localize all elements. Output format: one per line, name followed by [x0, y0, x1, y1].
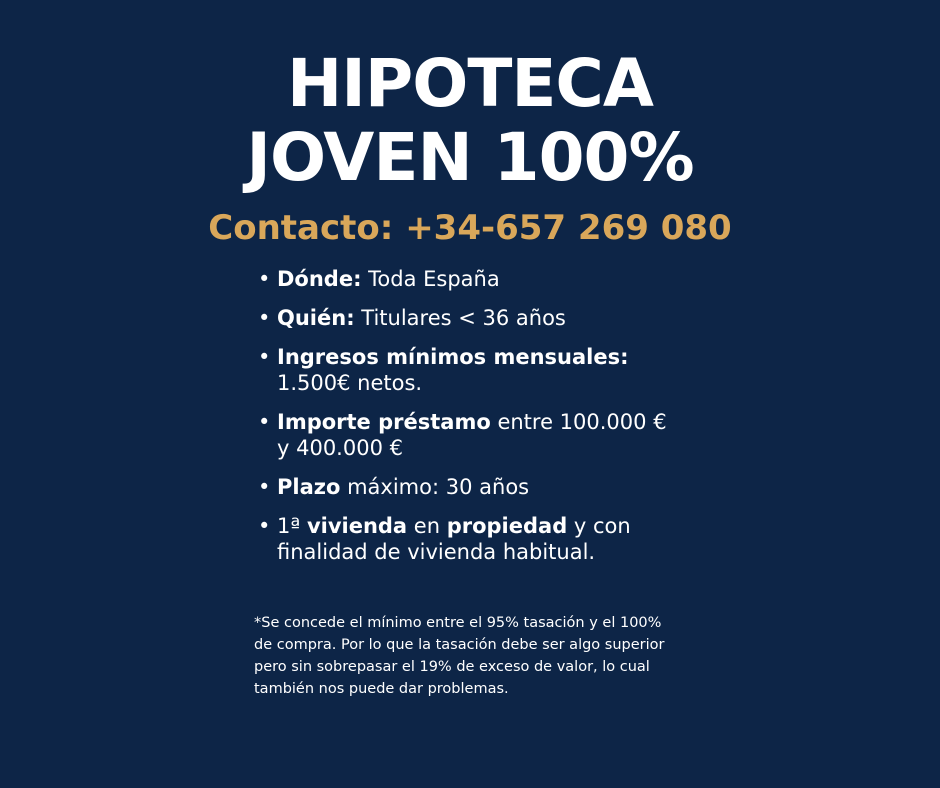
list-item-importe — [256, 409, 716, 461]
bullet-icon: • — [258, 410, 271, 434]
footnote — [254, 612, 724, 700]
title-line-1: HIPOTECA — [287, 45, 653, 122]
item-label: Dónde: — [277, 267, 362, 291]
bullet-icon: • — [258, 514, 271, 538]
bullet-icon: • — [258, 345, 271, 369]
item-value-line2: y 400.000 € — [277, 436, 403, 460]
list-item-quien — [256, 305, 716, 331]
footnote-line-3: pero sin sobrepasar el 19% de exceso de valor, lo cual — [254, 659, 650, 675]
item-label: vivienda — [306, 514, 408, 538]
item-connector: en — [407, 514, 447, 538]
bullet-icon: • — [258, 475, 271, 499]
item-value: y con — [567, 514, 631, 538]
item-label: Importe préstamo — [277, 410, 491, 434]
list-item-ingresos — [256, 344, 716, 396]
item-value: Titulares < 36 años — [354, 306, 566, 330]
item-label-2: propiedad — [446, 514, 568, 538]
requirements-list — [256, 266, 716, 578]
footnote-line-1: *Se concede el mínimo entre el 95% tasación y el 100% — [254, 615, 662, 631]
list-item-plazo — [256, 474, 716, 500]
list-item-donde — [256, 266, 716, 292]
item-label: Quién: — [277, 306, 355, 330]
item-value: entre 100.000 € — [490, 410, 667, 434]
bullet-icon: • — [258, 306, 271, 330]
item-label: Ingresos mínimos mensuales: — [277, 345, 629, 369]
item-value: máximo: 30 años — [340, 475, 530, 499]
bullet-icon: • — [258, 267, 271, 291]
list-item-vivienda — [256, 513, 716, 565]
item-label: Plazo — [277, 475, 341, 499]
title-line-2: JOVEN 100% — [246, 119, 694, 196]
contact-phone: Contacto: +34-657 269 080 — [208, 208, 732, 248]
footnote-line-2: de compra. Por lo que la tasación debe ser algo superior — [254, 637, 665, 653]
item-prefix: 1ª — [277, 514, 307, 538]
item-value: Toda España — [361, 267, 500, 291]
item-value: 1.500€ netos. — [277, 371, 423, 395]
footnote-line-4: también nos puede dar problemas. — [254, 681, 509, 697]
item-value-line2: finalidad de vivienda habitual. — [277, 540, 596, 564]
